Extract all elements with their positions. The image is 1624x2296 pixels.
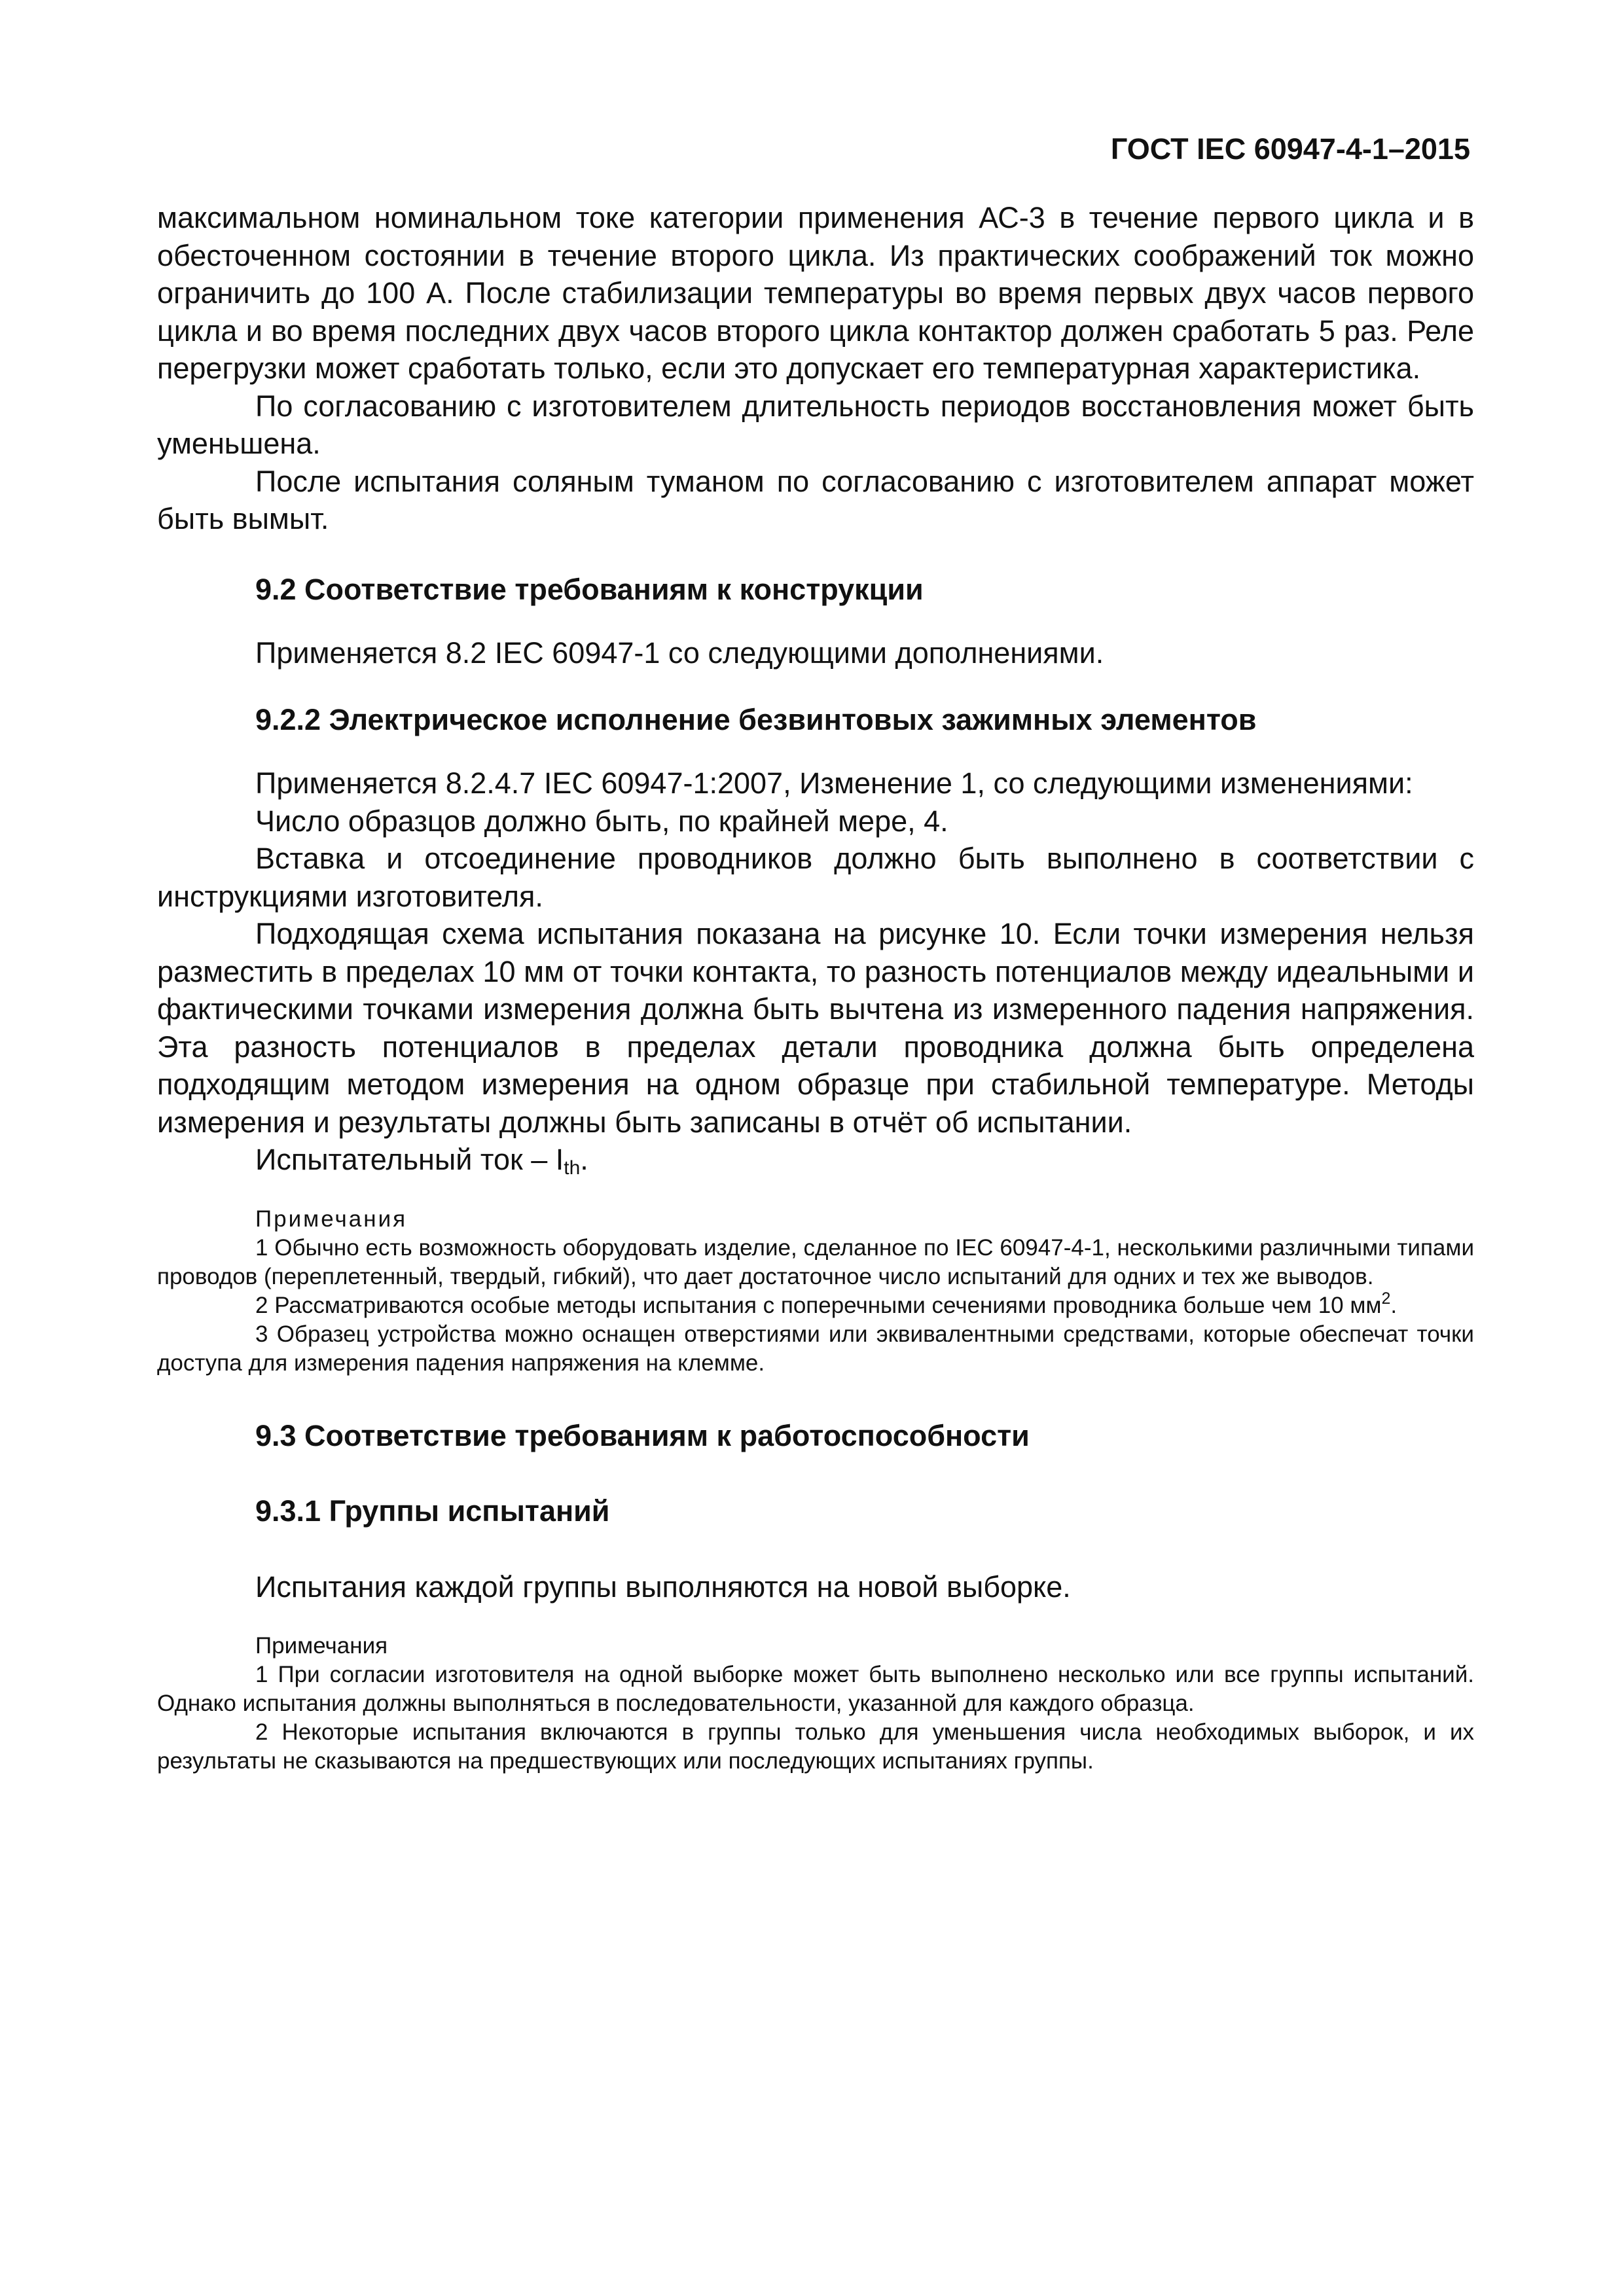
note-2-text: 2 Рассматриваются особые методы испытания с поперечными сечениями проводника больше чем 10 мм (255, 1292, 1382, 1318)
paragraph-9-2-applies: Применяется 8.2 IEC 60947-1 со следующими дополнениями. (255, 636, 1104, 670)
paragraph-9-3-1-groups: Испытания каждой группы выполняются на новой выборке. (255, 1570, 1071, 1604)
paragraph-sample-count: Число образцов должно быть, по крайней мере, 4. (255, 804, 948, 838)
paragraph-insertion: Вставка и отсоединение проводников должно быть выполнено в соответствии с инструкциями изготовителя. (157, 842, 1474, 913)
notes-title-9-3-1: Примечания (255, 1633, 388, 1659)
note-9-3-1-2: 2 Некоторые испытания включаются в группы только для уменьшения числа необходимых выборок, и их результаты не сказываются на предшествующих или последующих испытаниях группы. (157, 1719, 1474, 1774)
test-current-text: Испытательный ток – I (255, 1143, 564, 1176)
paragraph-salt-fog: После испытания соляным туманом по согласованию с изготовителем аппарат может быть вымыт. (157, 464, 1474, 535)
note-2-superscript: 2 (1381, 1289, 1391, 1308)
paragraph-recovery-periods: По согласованию с изготовителем длительность периодов восстановления может быть уменьшена. (157, 389, 1474, 460)
paragraph-test-current (157, 1141, 1474, 1179)
document-body (157, 199, 1474, 1776)
note-9-2-2-2 (157, 1291, 1474, 1320)
standard-id-header: ГОСТ IEC 60947-4-1–2015 (1110, 132, 1470, 166)
heading-9-3: 9.3 Соответствие требованиям к работоспособности (255, 1418, 1030, 1452)
paragraph-9-2-2-applies: Применяется 8.2.4.7 IEC 60947-1:2007, Изменение 1, со следующими изменениями: (255, 766, 1413, 800)
note-2-end: . (1390, 1292, 1398, 1318)
notes-title-9-2-2: Примечания (255, 1206, 408, 1232)
heading-9-2: 9.2 Соответствие требованиям к конструкции (255, 572, 924, 606)
test-current-end: . (580, 1143, 588, 1176)
note-9-2-2-1: 1 Обычно есть возможность оборудовать изделие, сделанное по IEC 60947-4-1, несколькими различными типами проводов (переплетенный, твердый, гибкий), что дает достаточное число испытаний для одних и тех же выводов. (157, 1234, 1474, 1289)
paragraph-continuation: максимальном номинальном токе категории применения АС-3 в течение первого цикла и в обесточенном состоянии в течение второго цикла. Из практических соображений ток можно ограничить до 100 А. После стабилизации температуры во время первых двух часов первого цикла и во время последних двух часов второго цикла контактор должен сработать 5 раз. Реле перегрузки может сработать только, если это допускает его температурная характеристика. (157, 201, 1474, 385)
heading-9-2-2: 9.2.2 Электрическое исполнение безвинтовых зажимных элементов (255, 702, 1257, 736)
note-9-2-2-3: 3 Образец устройства можно оснащен отверстиями или эквивалентными средствами, которые обеспечат точки доступа для измерения падения напряжения на клемме. (157, 1321, 1474, 1376)
note-9-3-1-1: 1 При согласии изготовителя на одной выборке может быть выполнено несколько или все группы испытаний. Однако испытания должны выполняться в последовательности, указанной для каждого образца. (157, 1662, 1474, 1716)
heading-9-3-1: 9.3.1 Группы испытаний (255, 1494, 610, 1528)
test-current-subscript: th (564, 1157, 581, 1179)
paragraph-test-circuit: Подходящая схема испытания показана на рисунке 10. Если точки измерения нельзя разместить в пределах 10 мм от точки контакта, то разность потенциалов между идеальными и фактическими точками измерения должна быть вычтена из измеренного падения напряжения. Эта разность потенциалов в пределах детали проводника должна быть определена подходящим методом измерения на одном образце при стабильной температуре. Методы измерения и результаты должны быть записаны в отчёт об испытании. (157, 917, 1474, 1139)
